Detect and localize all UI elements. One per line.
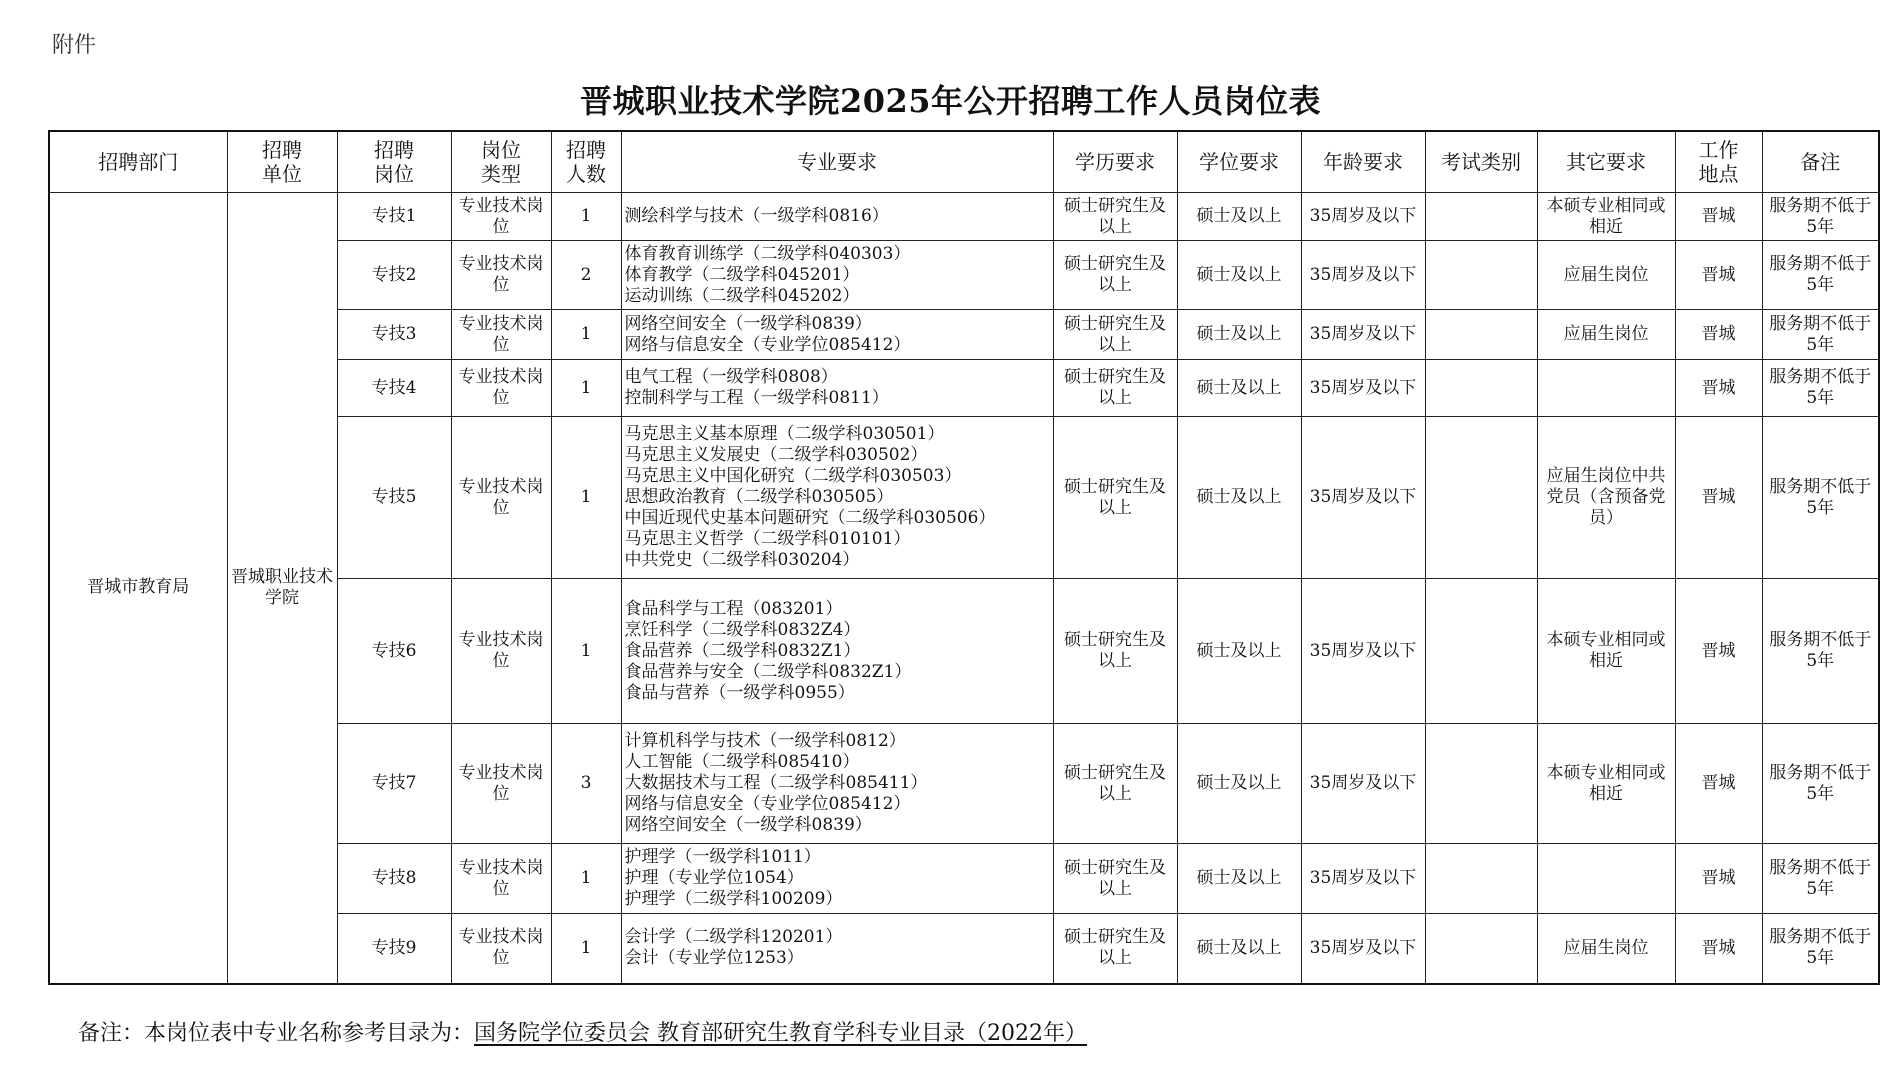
other-cell: 本硕专业相同或相近 xyxy=(1537,193,1675,241)
major-line: 体育教学（二级学科045201） xyxy=(624,264,860,285)
age-cell: 35周岁及以下 xyxy=(1301,579,1425,724)
education-cell: 硕士研究生及以上 xyxy=(1053,844,1177,914)
majors-cell xyxy=(621,193,1053,241)
major-line: 烹饪科学（二级学科0832Z4） xyxy=(624,619,861,640)
age-cell: 35周岁及以下 xyxy=(1301,360,1425,417)
other-cell xyxy=(1537,844,1675,914)
major-line: 网络空间安全（一级学科0839） xyxy=(624,815,872,835)
major-line: 中国近现代史基本问题研究（二级学科030506） xyxy=(624,508,996,528)
count-cell: 1 xyxy=(551,844,621,914)
remark-cell: 服务期不低于5年 xyxy=(1762,193,1879,241)
age-cell: 35周岁及以下 xyxy=(1301,914,1425,984)
age-cell: 35周岁及以下 xyxy=(1301,844,1425,914)
department-cell: 晋城市教育局 xyxy=(49,193,227,984)
majors-cell xyxy=(621,360,1053,417)
majors-cell xyxy=(621,914,1053,984)
location-cell: 晋城 xyxy=(1675,360,1762,417)
majors-cell xyxy=(621,417,1053,579)
header-age: 年龄要求 xyxy=(1301,131,1425,193)
degree-cell: 硕士及以上 xyxy=(1177,241,1301,310)
major-line: 控制科学与工程（一级学科0811） xyxy=(624,388,889,408)
major-line: 电气工程（一级学科0808） xyxy=(624,367,838,387)
major-line: 马克思主义哲学（二级学科010101） xyxy=(624,529,911,549)
type-cell: 专业技术岗位 xyxy=(451,417,551,579)
other-cell: 应届生岗位中共党员（含预备党员） xyxy=(1537,417,1675,579)
other-cell: 本硕专业相同或相近 xyxy=(1537,724,1675,844)
major-line: 护理（专业学位1054） xyxy=(624,868,804,888)
post-cell: 专技7 xyxy=(337,724,451,844)
header-remark: 备注 xyxy=(1762,131,1879,193)
location-cell: 晋城 xyxy=(1675,310,1762,360)
attachment-label: 附件 xyxy=(52,33,97,58)
age-cell: 35周岁及以下 xyxy=(1301,310,1425,360)
post-cell: 专技3 xyxy=(337,310,451,360)
header-major: 专业要求 xyxy=(621,131,1053,193)
type-cell: 专业技术岗位 xyxy=(451,310,551,360)
header-count: 招聘 人数 xyxy=(551,131,621,193)
remark-cell: 服务期不低于5年 xyxy=(1762,844,1879,914)
remark-cell: 服务期不低于5年 xyxy=(1762,579,1879,724)
exam-cell xyxy=(1425,360,1537,417)
education-cell: 硕士研究生及以上 xyxy=(1053,310,1177,360)
major-line: 计算机科学与技术（一级学科0812） xyxy=(624,731,906,751)
post-cell: 专技6 xyxy=(337,579,451,724)
type-cell: 专业技术岗位 xyxy=(451,193,551,241)
other-cell: 应届生岗位 xyxy=(1537,310,1675,360)
count-cell: 1 xyxy=(551,579,621,724)
exam-cell xyxy=(1425,193,1537,241)
post-cell: 专技4 xyxy=(337,360,451,417)
exam-cell xyxy=(1425,844,1537,914)
header-unit: 招聘 单位 xyxy=(227,131,337,193)
major-line: 体育教育训练学（二级学科040303） xyxy=(624,243,911,264)
degree-cell: 硕士及以上 xyxy=(1177,193,1301,241)
exam-cell xyxy=(1425,914,1537,984)
count-cell: 1 xyxy=(551,360,621,417)
major-line: 马克思主义中国化研究（二级学科030503） xyxy=(624,466,962,486)
exam-cell xyxy=(1425,241,1537,310)
other-cell: 应届生岗位 xyxy=(1537,241,1675,310)
post-cell: 专技5 xyxy=(337,417,451,579)
degree-cell: 硕士及以上 xyxy=(1177,844,1301,914)
footnote xyxy=(78,1016,1087,1047)
location-cell: 晋城 xyxy=(1675,193,1762,241)
count-cell: 3 xyxy=(551,724,621,844)
education-cell: 硕士研究生及以上 xyxy=(1053,241,1177,310)
major-line: 网络与信息安全（专业学位085412） xyxy=(624,794,911,814)
footnote-catalog: 国务院学位委员会 教育部研究生教育学科专业目录（2022年） xyxy=(474,1021,1087,1046)
education-cell: 硕士研究生及以上 xyxy=(1053,914,1177,984)
degree-cell: 硕士及以上 xyxy=(1177,914,1301,984)
exam-cell xyxy=(1425,417,1537,579)
degree-cell: 硕士及以上 xyxy=(1177,724,1301,844)
location-cell: 晋城 xyxy=(1675,579,1762,724)
header-type: 岗位 类型 xyxy=(451,131,551,193)
table-row xyxy=(49,193,1879,241)
age-cell: 35周岁及以下 xyxy=(1301,417,1425,579)
job-positions-table xyxy=(48,130,1880,985)
major-line: 网络与信息安全（专业学位085412） xyxy=(624,334,911,355)
major-line: 食品与营养（一级学科0955） xyxy=(624,682,855,703)
location-cell: 晋城 xyxy=(1675,844,1762,914)
type-cell: 专业技术岗位 xyxy=(451,360,551,417)
type-cell: 专业技术岗位 xyxy=(451,579,551,724)
type-cell: 专业技术岗位 xyxy=(451,914,551,984)
majors-cell xyxy=(621,724,1053,844)
majors-cell xyxy=(621,579,1053,724)
degree-cell: 硕士及以上 xyxy=(1177,417,1301,579)
major-line: 大数据技术与工程（二级学科085411） xyxy=(624,773,928,793)
location-cell: 晋城 xyxy=(1675,724,1762,844)
major-line: 食品科学与工程（083201） xyxy=(624,598,843,619)
post-cell: 专技9 xyxy=(337,914,451,984)
post-cell: 专技1 xyxy=(337,193,451,241)
other-cell xyxy=(1537,360,1675,417)
exam-cell xyxy=(1425,724,1537,844)
education-cell: 硕士研究生及以上 xyxy=(1053,724,1177,844)
table-body xyxy=(49,193,1879,984)
education-cell: 硕士研究生及以上 xyxy=(1053,193,1177,241)
major-line: 护理学（二级学科100209） xyxy=(624,889,843,909)
remark-cell: 服务期不低于5年 xyxy=(1762,914,1879,984)
header-location: 工作 地点 xyxy=(1675,131,1762,193)
remark-cell: 服务期不低于5年 xyxy=(1762,417,1879,579)
major-line: 食品营养与安全（二级学科0832Z1） xyxy=(624,661,912,682)
major-line: 人工智能（二级学科085410） xyxy=(624,752,860,772)
major-line: 会计（专业学位1253） xyxy=(624,948,804,969)
table-header-row xyxy=(49,131,1879,193)
location-cell: 晋城 xyxy=(1675,417,1762,579)
remark-cell: 服务期不低于5年 xyxy=(1762,241,1879,310)
major-line: 中共党史（二级学科030204） xyxy=(624,550,860,570)
header-degree: 学位要求 xyxy=(1177,131,1301,193)
location-cell: 晋城 xyxy=(1675,241,1762,310)
age-cell: 35周岁及以下 xyxy=(1301,193,1425,241)
count-cell: 1 xyxy=(551,310,621,360)
majors-cell xyxy=(621,310,1053,360)
major-line: 会计学（二级学科120201） xyxy=(624,927,843,948)
exam-cell xyxy=(1425,579,1537,724)
location-cell: 晋城 xyxy=(1675,914,1762,984)
major-line: 思想政治教育（二级学科030505） xyxy=(624,487,894,507)
degree-cell: 硕士及以上 xyxy=(1177,579,1301,724)
exam-cell xyxy=(1425,310,1537,360)
majors-cell xyxy=(621,844,1053,914)
education-cell: 硕士研究生及以上 xyxy=(1053,417,1177,579)
type-cell: 专业技术岗位 xyxy=(451,844,551,914)
major-line: 马克思主义发展史（二级学科030502） xyxy=(624,445,928,465)
header-other: 其它要求 xyxy=(1537,131,1675,193)
post-cell: 专技8 xyxy=(337,844,451,914)
count-cell: 1 xyxy=(551,193,621,241)
count-cell: 2 xyxy=(551,241,621,310)
count-cell: 1 xyxy=(551,914,621,984)
education-cell: 硕士研究生及以上 xyxy=(1053,360,1177,417)
major-line: 测绘科学与技术（一级学科0816） xyxy=(624,206,889,226)
major-line: 马克思主义基本原理（二级学科030501） xyxy=(624,424,945,444)
remark-cell: 服务期不低于5年 xyxy=(1762,724,1879,844)
document-title: 晋城职业技术学院2025年公开招聘工作人员岗位表 xyxy=(579,82,1322,120)
majors-cell xyxy=(621,241,1053,310)
header-exam: 考试类别 xyxy=(1425,131,1537,193)
unit-cell: 晋城职业技术学院 xyxy=(227,193,337,984)
education-cell: 硕士研究生及以上 xyxy=(1053,579,1177,724)
type-cell: 专业技术岗位 xyxy=(451,241,551,310)
age-cell: 35周岁及以下 xyxy=(1301,241,1425,310)
remark-cell: 服务期不低于5年 xyxy=(1762,360,1879,417)
age-cell: 35周岁及以下 xyxy=(1301,724,1425,844)
degree-cell: 硕士及以上 xyxy=(1177,360,1301,417)
major-line: 食品营养（二级学科0832Z1） xyxy=(624,640,861,661)
other-cell: 应届生岗位 xyxy=(1537,914,1675,984)
major-line: 护理学（一级学科1011） xyxy=(624,847,821,867)
major-line: 运动训练（二级学科045202） xyxy=(624,285,860,306)
header-dept: 招聘部门 xyxy=(49,131,227,193)
header-education: 学历要求 xyxy=(1053,131,1177,193)
header-post: 招聘 岗位 xyxy=(337,131,451,193)
post-cell: 专技2 xyxy=(337,241,451,310)
footnote-prefix: 备注：本岗位表中专业名称参考目录为： xyxy=(78,1021,475,1046)
major-line: 网络空间安全（一级学科0839） xyxy=(624,313,872,334)
type-cell: 专业技术岗位 xyxy=(451,724,551,844)
count-cell: 1 xyxy=(551,417,621,579)
remark-cell: 服务期不低于5年 xyxy=(1762,310,1879,360)
other-cell: 本硕专业相同或相近 xyxy=(1537,579,1675,724)
degree-cell: 硕士及以上 xyxy=(1177,310,1301,360)
